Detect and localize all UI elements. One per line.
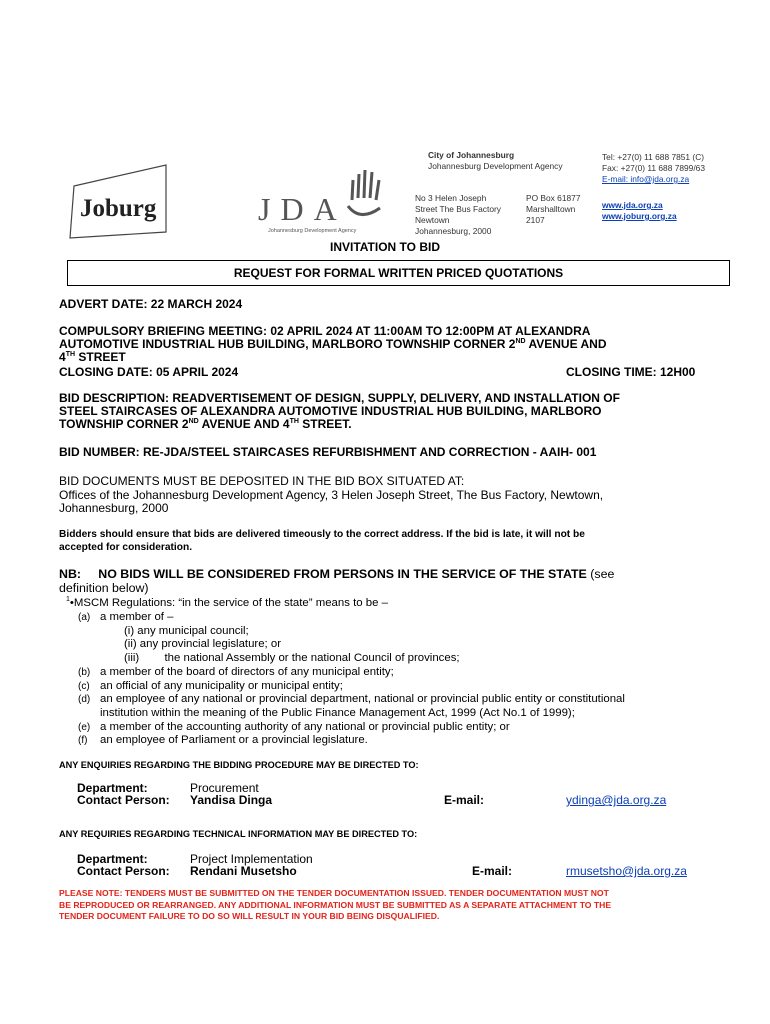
list-item: (iii) the national Assembly or the national Council of provinces;	[124, 652, 460, 665]
enquiries-procedure-email-link[interactable]: ydinga@jda.org.za	[566, 793, 667, 807]
header-fax: Fax: +27(0) 11 688 7899/63	[602, 163, 705, 173]
enquiries-technical-contact-value: Rendani Musetsho	[190, 864, 297, 878]
bidders-note: Bidders should ensure that bids are delivered timeously to the correct address. If the bid is late, it will not be accepted for consideration.	[59, 529, 585, 553]
bid-number: BID NUMBER: RE-JDA/STEEL STAIRCASES REFURBISHMENT AND CORRECTION - AAIH- 001	[59, 445, 597, 459]
boxed-title: REQUEST FOR FORMAL WRITTEN PRICED QUOTATIONS	[233, 266, 564, 280]
header-po-box: PO Box 61877 Marshalltown 2107	[526, 193, 581, 225]
list-item: (a) a member of –	[78, 611, 174, 623]
enquiries-technical-email-label: E-mail:	[472, 864, 513, 878]
nb-statement: NB: NO BIDS WILL BE CONSIDERED FROM PERSONS IN THE SERVICE OF THE STATE (see definition below)	[59, 567, 615, 595]
enquiries-technical-dept-label: Department:	[77, 852, 148, 866]
boxed-title-frame	[67, 260, 730, 286]
header-tel: Tel: +27(0) 11 688 7851 (C)	[602, 152, 705, 162]
org-sub: Johannesburg Development Agency	[428, 161, 563, 171]
header-email-link[interactable]: E-mail: info@jda.org.za	[602, 174, 690, 184]
closing-date: CLOSING DATE: 05 APRIL 2024	[59, 365, 239, 379]
please-note: PLEASE NOTE: TENDERS MUST BE SUBMITTED ON THE TENDER DOCUMENTATION ISSUED. TENDER DOCUMENTATION MUST NOT BE REPRODUCED OR REARRANGED. ANY ADDITIONAL INFORMATION MUST BE SUBMITTED AS A SEPARATE ATTACHMENT TO THE TENDER DOCUMENT FAILURE TO DO SO WILL RESULT IN YOUR BID BEING DISQUALIFIED.	[59, 888, 612, 921]
bid-description: BID DESCRIPTION: READVERTISEMENT OF DESIGN, SUPPLY, DELIVERY, AND INSTALLATION OF STEEL STAIRCASES OF ALEXANDRA AUTOMOTIVE INDUSTRIAL HUB BUILDING, MARLBORO TOWNSHIP CORNER 2ND AVENUE AND 4TH STREET.	[59, 391, 620, 431]
enquiries-procedure-heading: ANY ENQUIRIES REGARDING THE BIDDING PROCEDURE MAY BE DIRECTED TO:	[59, 760, 419, 770]
enquiries-procedure-email-label: E-mail:	[444, 793, 485, 807]
enquiries-technical-dept-value: Project Implementation	[190, 852, 313, 866]
enquiries-technical-heading: ANY REQUIRIES REGARDING TECHNICAL INFORMATION MAY BE DIRECTED TO:	[59, 829, 418, 839]
list-item: (ii) any provincial legislature; or	[124, 638, 281, 651]
enquiries-technical-contact-label: Contact Person:	[77, 864, 170, 878]
enquiries-procedure-dept-value: Procurement	[190, 781, 259, 795]
list-item: institution within the meaning of the Public Finance Management Act, 1999 (Act No.1 of 1999);	[100, 706, 575, 719]
enquiries-technical-email-link[interactable]: rmusetsho@jda.org.za	[566, 864, 687, 878]
list-item: (d) an employee of any national or provincial department, national or provincial public entity or constitutional	[78, 693, 625, 706]
header-web-link-jda[interactable]: www.jda.org.za	[602, 200, 663, 210]
svg-text:JDA: JDA	[258, 191, 347, 227]
advert-date: ADVERT DATE: 22 MARCH 2024	[59, 297, 243, 311]
header-web-link-joburg[interactable]: www.joburg.org.za	[602, 211, 677, 221]
mscm-regulations: $^1$•MSCM Regulations: “in the service of the state” means to be –	[66, 596, 388, 609]
deposit-info: BID DOCUMENTS MUST BE DEPOSITED IN THE BID BOX SITUATED AT: Offices of the Johannesburg Development Agency, 3 Helen Joseph Street, The Bus Factory, Newtown, Johannesburg, 2000	[59, 474, 604, 515]
list-item: (e) a member of the accounting authority of any national or provincial public entity; or	[78, 720, 510, 733]
enquiries-procedure-dept-label: Department:	[77, 781, 148, 795]
org-name: City of Johannesburg	[428, 150, 515, 160]
joburg-logo	[66, 160, 170, 240]
list-item: (i) any municipal council;	[124, 624, 249, 637]
mscm-list	[78, 611, 718, 748]
svg-text:Johannesburg Development Agenc: Johannesburg Development Agency	[268, 228, 357, 234]
briefing-meeting: COMPULSORY BRIEFING MEETING: 02 APRIL 2024 AT 11:00AM TO 12:00PM AT ALEXANDRA AUTOMOTIVE INDUSTRIAL HUB BUILDING, MARLBORO TOWNSHIP CORNER 2ND AVENUE AND 4TH STREET	[59, 324, 607, 364]
list-item: (f) an employee of Parliament or a provincial legislature.	[78, 734, 368, 747]
header-address: No 3 Helen Joseph Street The Bus Factory Newtown Johannesburg, 2000	[415, 193, 501, 236]
list-item: (c) an official of any municipality or municipal entity;	[78, 679, 343, 692]
page-title: INVITATION TO BID	[330, 240, 440, 254]
jda-logo	[256, 168, 396, 238]
enquiries-procedure-contact-value: Yandisa Dinga	[190, 793, 273, 807]
closing-time: CLOSING TIME: 12H00	[566, 365, 696, 379]
svg-text:Joburg: Joburg	[80, 195, 157, 222]
list-item: (b) a member of the board of directors of any municipal entity;	[78, 665, 394, 678]
enquiries-procedure-contact-label: Contact Person:	[77, 793, 170, 807]
